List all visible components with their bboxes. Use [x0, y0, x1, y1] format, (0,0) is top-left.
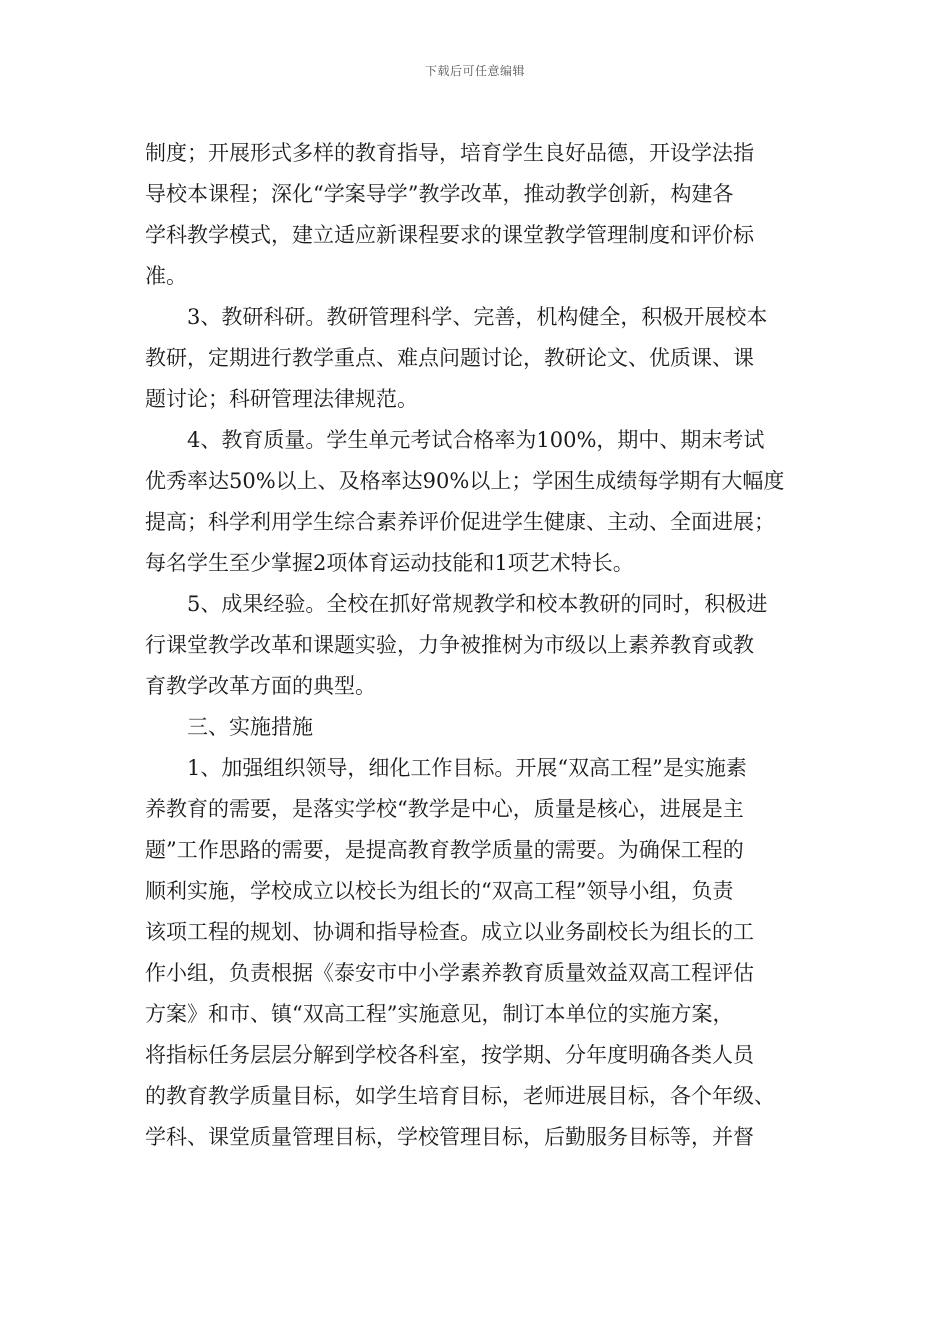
- text-line: 教研，定期进行教学重点、难点问题讨论，教研论文、优质课、课: [145, 346, 754, 370]
- text-line: 学科教学模式，建立适应新课程要求的课堂教学管理制度和评价标: [145, 223, 754, 247]
- section-heading: 三、实施措施: [187, 715, 313, 739]
- text-line: 学科、课堂质量管理目标，学校管理目标，后勤服务目标等，并督: [145, 1125, 754, 1149]
- text-line: 导校本课程；深化“学案导学”教学改革，推动教学创新，构建各: [145, 182, 734, 206]
- paragraph-start-line: 5、成果经验。全校在抓好常规教学和校本教研的同时，积极进: [187, 592, 768, 616]
- text-line: 顺利实施，学校成立以校长为组长的“双高工程”领导小组，负责: [145, 879, 734, 903]
- document-body: [145, 133, 805, 1158]
- text-line: 育教学改革方面的典型。: [145, 674, 376, 698]
- text-line: 准。: [145, 264, 187, 288]
- text-line: 题讨论；科研管理法律规范。: [145, 387, 418, 411]
- page-header: 下载后可任意编辑: [424, 64, 525, 78]
- paragraph-start-line: 1、加强组织领导，细化工作目标。开展“双高工程”是实施素: [187, 756, 747, 780]
- text-line: 将指标任务层层分解到学校各科室，按学期、分年度明确各类人员: [145, 1043, 754, 1067]
- text-line: 该项工程的规划、协调和指导检查。成立以业务副校长为组长的工: [145, 920, 754, 944]
- text-line: 提高；科学利用学生综合素养评价促进学生健康、主动、全面进展；: [145, 510, 775, 534]
- text-line: 优秀率达50%以上、及格率达90%以上；学困生成绩每学期有大幅度: [145, 469, 785, 493]
- text-line: 题”工作思路的需要，是提高教育教学质量的需要。为确保工程的: [145, 838, 744, 862]
- text-line: 行课堂教学改革和课题实验，力争被推树为市级以上素养教育或教: [145, 633, 754, 657]
- paragraph-start-line: 3、教研科研。教研管理科学、完善，机构健全，积极开展校本: [187, 305, 768, 329]
- text-line: 每名学生至少掌握2项体育运动技能和1项艺术特长。: [145, 551, 634, 575]
- paragraph-start-line: 4、教育质量。学生单元考试合格率为100%，期中、期末考试: [187, 428, 765, 452]
- text-line: 作小组，负责根据《泰安市中小学素养教育质量效益双高工程评估: [145, 961, 754, 985]
- text-line: 制度；开展形式多样的教育指导，培育学生良好品德，开设学法指: [145, 141, 754, 165]
- text-line: 的教育教学质量目标，如学生培育目标，老师进展目标，各个年级、: [145, 1084, 775, 1108]
- text-line: 养教育的需要，是落实学校“教学是中心，质量是核心，进展是主: [145, 797, 744, 821]
- text-line: 方案》和市、镇“双高工程”实施意见，制订本单位的实施方案，: [145, 1002, 734, 1026]
